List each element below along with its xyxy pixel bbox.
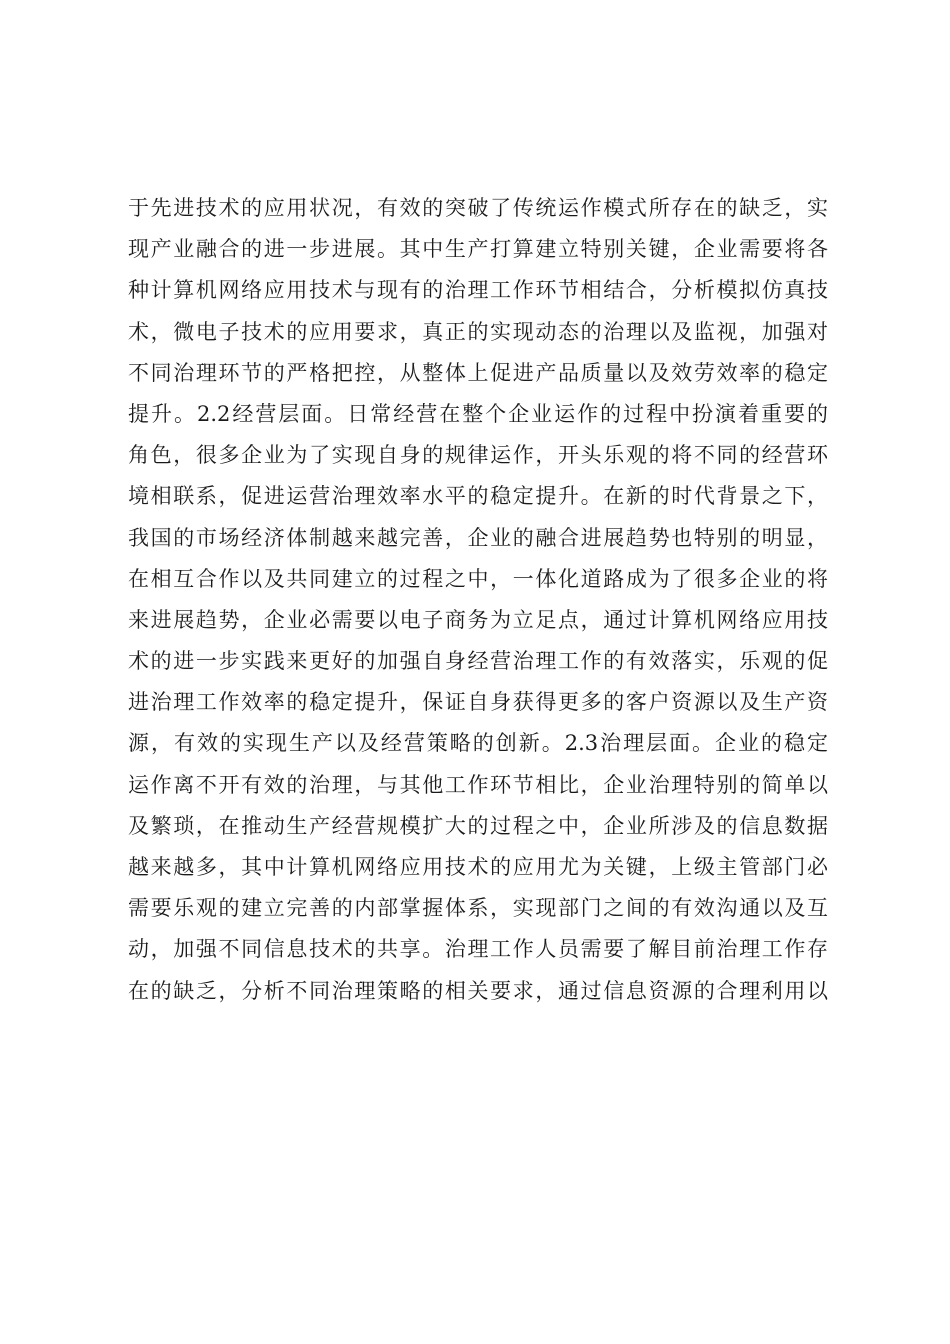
text-line: 我国的市场经济体制越来越完善，企业的融合进展趋势也特别的明显， — [128, 525, 828, 550]
text-line: 术，微电子技术的应用要求，真正的实现动态的治理以及监视，加强对 — [128, 319, 828, 344]
text-line: 种计算机网络应用技术与现有的治理工作环节相结合，分析模拟仿真技 — [128, 278, 828, 303]
text-line: 动，加强不同信息技术的共享。治理工作人员需要了解目前治理工作存 — [128, 937, 828, 962]
text-line: 现产业融合的进一步进展。其中生产打算建立特别关键，企业需要将各 — [128, 237, 828, 262]
text-line: 术的进一步实践来更好的加强自身经营治理工作的有效落实，乐观的促 — [128, 649, 828, 674]
text-line: 角色，很多企业为了实现自身的规律运作，开头乐观的将不同的经营环 — [128, 443, 828, 468]
text-line: 来进展趋势，企业必需要以电子商务为立足点，通过计算机网络应用技 — [128, 607, 828, 632]
text-line: 越来越多，其中计算机网络应用技术的应用尤为关键，上级主管部门必 — [128, 855, 828, 879]
text-line: 需要乐观的建立完善的内部掌握体系，实现部门之间的有效沟通以及互 — [128, 896, 828, 921]
text-line: 在的缺乏，分析不同治理策略的相关要求，通过信息资源的合理利用以 — [128, 978, 828, 1003]
text-line: 境相联系，促进运营治理效率水平的稳定提升。在新的时代背景之下， — [128, 484, 828, 509]
text-line: 在相互合作以及共同建立的过程之中，一体化道路成为了很多企业的将 — [128, 566, 828, 591]
text-line: 提升。2.2经营层面。日常经营在整个企业运作的过程中扮演着重要的 — [128, 401, 828, 426]
body-paragraph — [128, 188, 828, 1012]
text-line: 及繁琐，在推动生产经营规模扩大的过程之中，企业所涉及的信息数据 — [128, 813, 828, 838]
text-line: 不同治理环节的严格把控，从整体上促进产品质量以及效劳效率的稳定 — [128, 360, 828, 385]
text-line: 源，有效的实现生产以及经营策略的创新。2.3治理层面。企业的稳定 — [128, 731, 828, 756]
text-line: 于先进技术的应用状况，有效的突破了传统运作模式所存在的缺乏，实 — [128, 196, 828, 220]
text-line: 进治理工作效率的稳定提升，保证自身获得更多的客户资源以及生产资 — [128, 690, 828, 715]
text-line: 运作离不开有效的治理，与其他工作环节相比，企业治理特别的简单以 — [128, 772, 828, 797]
